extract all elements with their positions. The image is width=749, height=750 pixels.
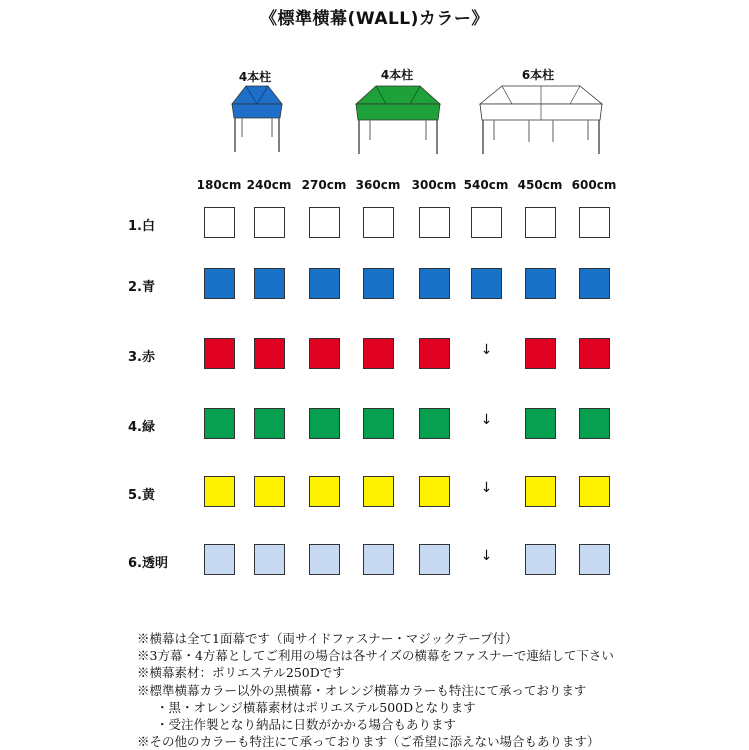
page-title: 《標準横幕(WALL)カラー》 — [260, 9, 489, 29]
size-header: 240cm — [246, 178, 292, 192]
row-label: 2.青 — [128, 280, 155, 295]
color-swatch — [525, 268, 556, 299]
color-swatch — [419, 408, 450, 439]
color-swatch — [579, 338, 610, 369]
color-swatch — [363, 408, 394, 439]
tent-label-3: 6本柱 — [521, 68, 555, 82]
note-line: ※横幕は全て1面幕です（両サイドファスナー・マジックテープ付） — [137, 631, 518, 646]
color-swatch — [419, 207, 450, 238]
arrow-down-icon: ↓ — [480, 412, 493, 428]
color-swatch — [204, 408, 235, 439]
color-swatch — [471, 268, 502, 299]
row-label: 6.透明 — [128, 556, 168, 571]
color-swatch — [579, 268, 610, 299]
tent-4-pillar-small — [222, 82, 292, 154]
arrow-down-icon: ↓ — [480, 548, 493, 564]
color-swatch — [309, 207, 340, 238]
note-line: ・受注作製となり納品に日数がかかる場合もあります — [156, 717, 457, 733]
color-swatch — [471, 207, 502, 238]
tent-label-1: 4本柱 — [238, 70, 272, 84]
color-swatch — [204, 338, 235, 369]
color-swatch — [525, 338, 556, 369]
color-swatch — [254, 207, 285, 238]
color-swatch — [525, 408, 556, 439]
size-header: 600cm — [571, 178, 617, 192]
note-line: ※横幕素材：ポリエステル250Dです — [137, 665, 345, 681]
note-line: ※標準横幕カラー以外の黒横幕・オレンジ横幕カラーも特注にて承っております — [137, 682, 587, 698]
notes — [137, 630, 614, 750]
color-swatch — [363, 476, 394, 507]
tent-6-pillar — [474, 82, 608, 156]
color-swatch — [419, 476, 450, 507]
color-swatch — [363, 207, 394, 238]
color-swatch — [309, 476, 340, 507]
color-swatch — [254, 544, 285, 575]
row-label: 3.赤 — [128, 350, 155, 365]
color-swatch — [204, 268, 235, 299]
arrow-down-icon: ↓ — [480, 480, 493, 496]
note-line: ・黒・オレンジ横幕素材はポリエステル500Dとなります — [156, 699, 476, 715]
color-swatch — [419, 338, 450, 369]
size-header: 540cm — [463, 178, 509, 192]
row-label: 1.白 — [128, 219, 155, 234]
color-swatch — [254, 408, 285, 439]
color-swatch — [309, 408, 340, 439]
color-swatch — [419, 268, 450, 299]
row-label: 4.緑 — [128, 420, 155, 435]
color-swatch — [525, 207, 556, 238]
color-swatch — [525, 544, 556, 575]
row-label: 5.黄 — [128, 488, 155, 503]
note-line: ※3方幕・4方幕としてご利用の場合は各サイズの横幕をファスナーで連結して下さい — [137, 648, 614, 664]
color-swatch — [204, 544, 235, 575]
size-header: 300cm — [411, 178, 457, 192]
size-header: 450cm — [517, 178, 563, 192]
color-swatch — [204, 476, 235, 507]
tent-label-2: 4本柱 — [380, 68, 414, 82]
color-swatch — [254, 338, 285, 369]
color-swatch — [309, 268, 340, 299]
size-header: 360cm — [355, 178, 401, 192]
color-swatch — [254, 476, 285, 507]
size-header: 270cm — [301, 178, 347, 192]
arrow-down-icon: ↓ — [480, 342, 493, 358]
color-swatch — [363, 544, 394, 575]
color-swatch — [363, 338, 394, 369]
tent-4-pillar-large — [350, 82, 446, 156]
color-swatch — [204, 207, 235, 238]
note-line: ※その他のカラーも特注にて承っております（ご希望に添えない場合もあります） — [137, 734, 600, 750]
color-swatch — [579, 476, 610, 507]
color-swatch — [579, 408, 610, 439]
color-swatch — [579, 207, 610, 238]
color-swatch — [254, 268, 285, 299]
color-swatch — [579, 544, 610, 575]
color-swatch — [309, 338, 340, 369]
size-header: 180cm — [196, 178, 242, 192]
color-swatch — [525, 476, 556, 507]
color-swatch — [309, 544, 340, 575]
color-swatch — [363, 268, 394, 299]
color-swatch — [419, 544, 450, 575]
